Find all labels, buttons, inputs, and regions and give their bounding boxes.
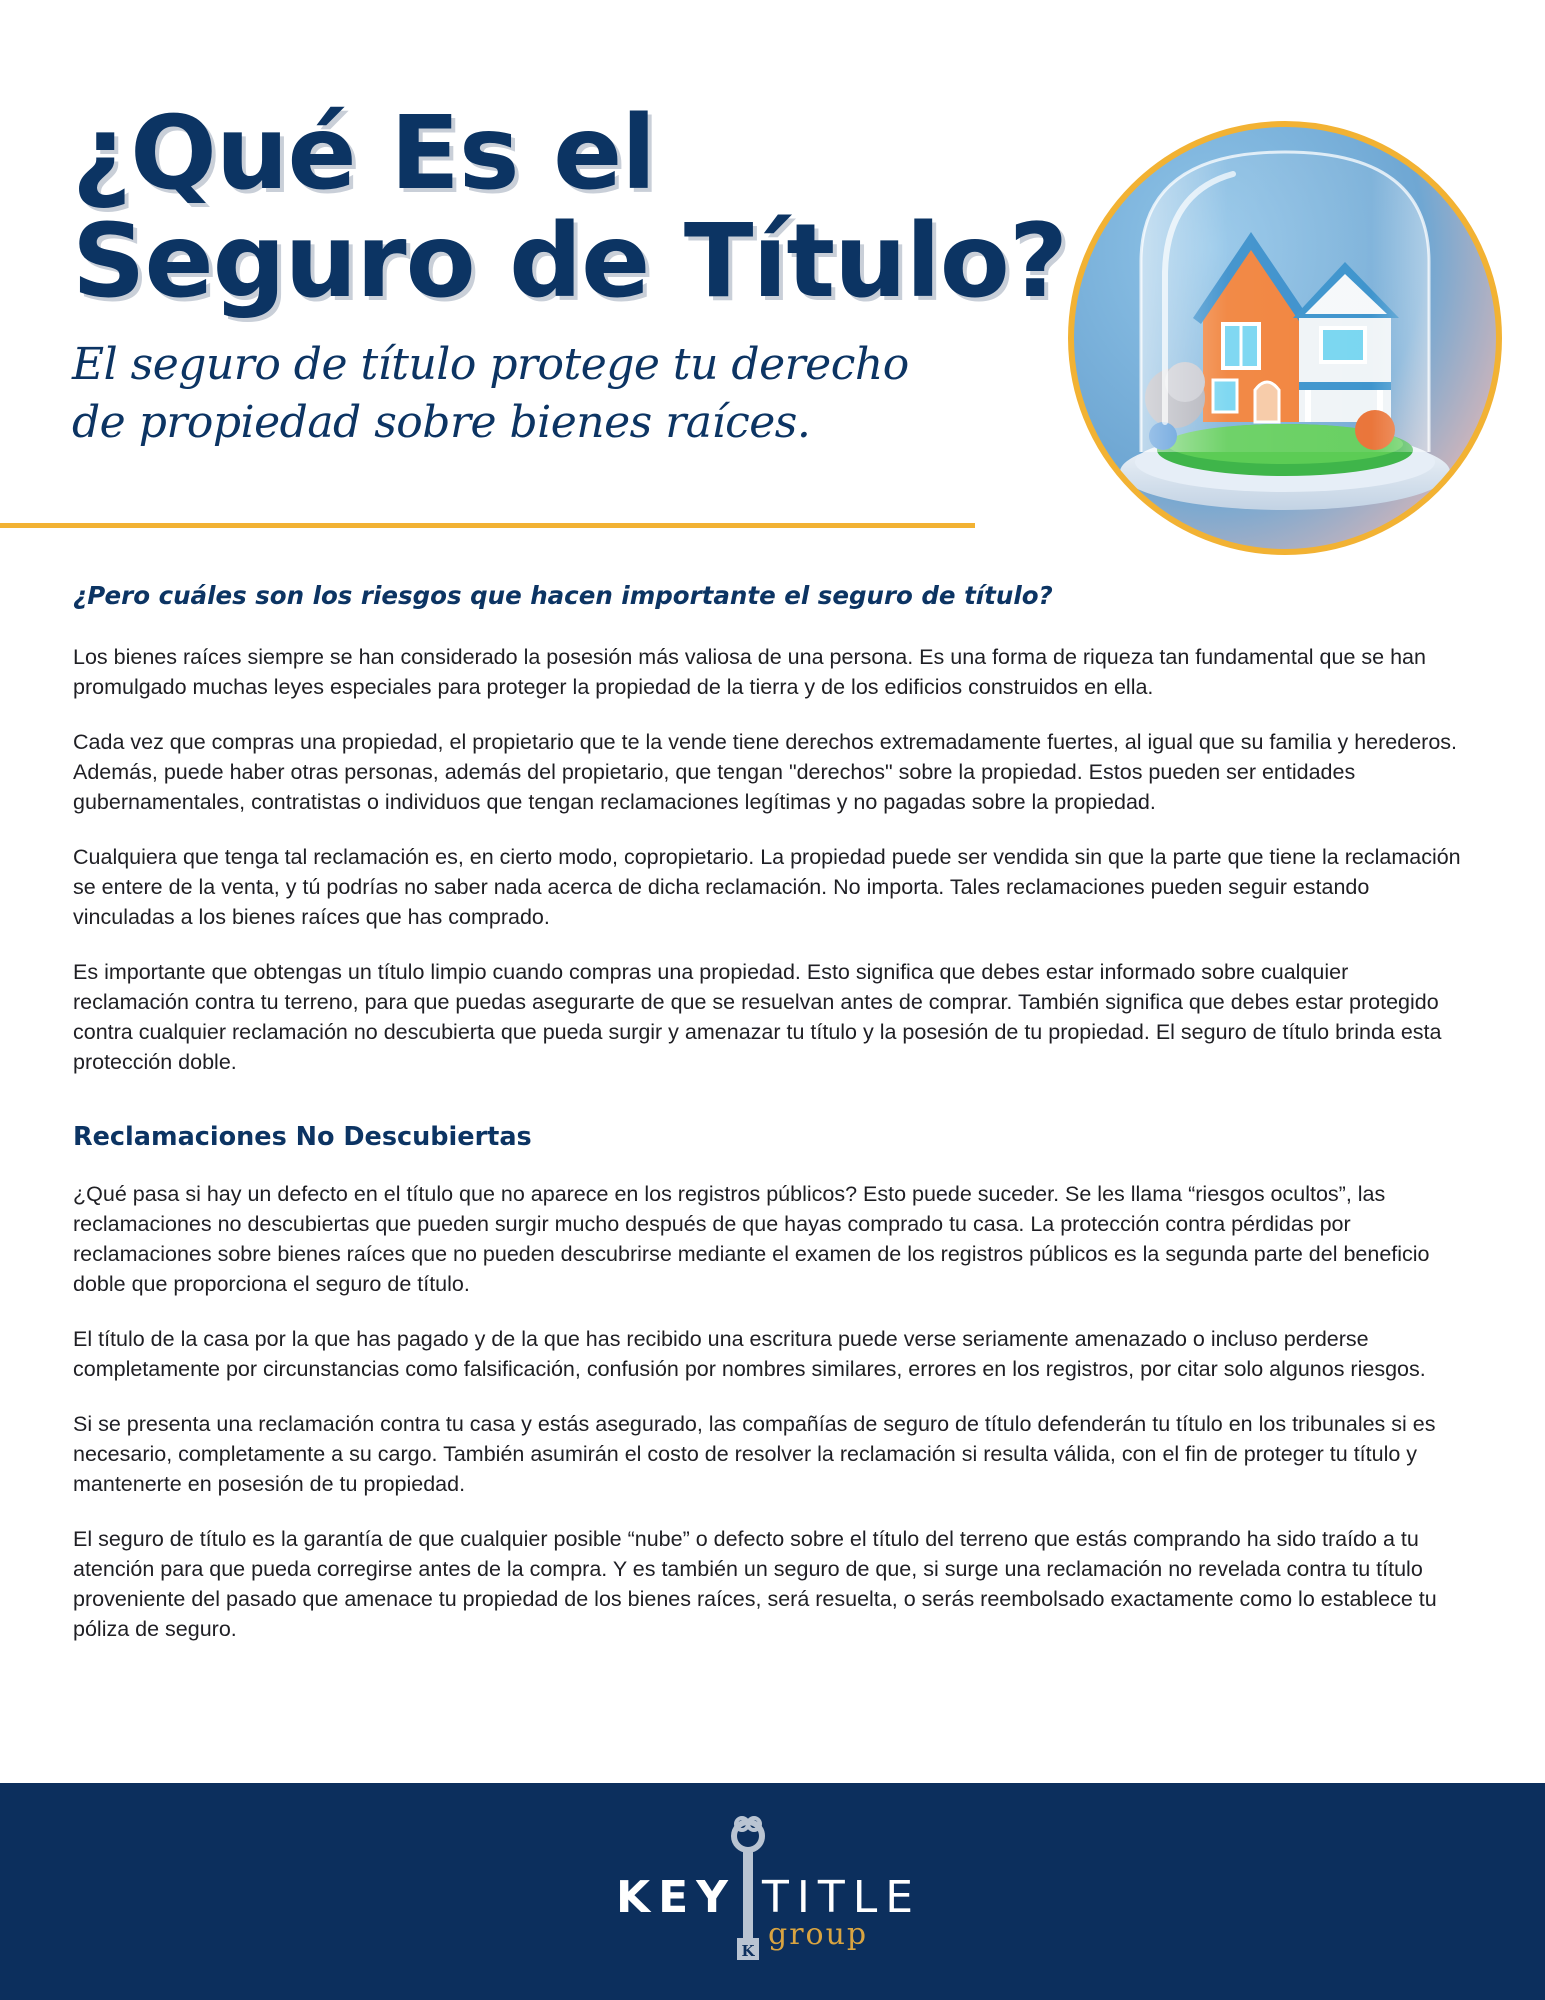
paragraph: Cada vez que compras una propiedad, el propietario que te la vende tiene derechos extremadamente fuertes, al igual que su familia y herederos. Además, puede haber otras personas, además del propietario, que tengan "derechos" sobre la propiedad. Estos pueden ser entidades gubernamentales, contratistas o individuos que tengan reclamaciones legítimas y no pagadas sobre la propiedad. [73,730,1458,814]
title-line-2: Seguro de Título? [72,202,1067,321]
paragraph: Los bienes raíces siempre se han considerado la posesión más valiosa de una persona. Es una forma de riqueza tan fundamental que se han promulgado muchas leyes especiales para proteger la propiedad de la tierra y de los edificios construidos en ella. [73,645,1426,699]
logo-word-group: group [768,1917,869,1952]
undiscovered-claims-heading: Reclamaciones No Descubiertas [73,1122,532,1152]
header-divider [0,523,975,528]
key-icon [734,1818,762,1960]
article-body [73,578,1468,1669]
key-title-group-logo [615,1810,922,1970]
page-subtitle [72,336,972,452]
house-in-glass-dome-illustration [1053,92,1507,612]
paragraph: El título de la casa por la que has pagado y de la que has recibido una escritura puede verse seriamente amenazado o incluso perderse completamente por circunstancias como falsificación, confusión por nombres similares, errores en los registros, por citar solo algunos riesgos. [73,1327,1426,1381]
page-title [72,94,1067,321]
title-line-1: ¿Qué Es el [72,94,656,213]
paragraph: ¿Qué pasa si hay un defecto en el título que no aparece en los registros públicos? Esto puede suceder. Se les llama “riesgos ocultos”, las reclamaciones no descubiertas que pueden surgir mucho después de que hayas comprado tu casa. La protección contra pérdidas por reclamaciones sobre bienes raíces que no pueden descubrirse mediante el examen de los registros públicos es la segunda parte del beneficio doble que proporciona el seguro de título. [73,1182,1430,1296]
risks-heading: ¿Pero cuáles son los riesgos que hacen importante el seguro de título? [73,581,1053,610]
subtitle-line-2: de propiedad sobre bienes raíces. [72,397,811,448]
logo-word-title: TITLE [762,1872,922,1923]
logo-badge: K [741,1942,755,1960]
logo-word-key: KEY [615,1872,736,1923]
paragraph: El seguro de título es la garantía de que cualquier posible “nube” o defecto sobre el título del terreno que estás comprando ha sido traído a tu atención para que pueda corregirse antes de la compra. Y es también un seguro de que, si surge una reclamación no revelada contra tu título proveniente del pasado que amenace tu propiedad de los bienes raíces, será resuelta, o serás reembolsado exactamente como lo establece tu póliza de seguro. [73,1527,1437,1641]
paragraph: Cualquiera que tenga tal reclamación es, en cierto modo, copropietario. La propiedad puede ser vendida sin que la parte que tiene la reclamación se entere de la venta, y tú podrías no saber nada acerca de dicha reclamación. No importa. Tales reclamaciones pueden seguir estando vinculadas a los bienes raíces que has comprado. [73,845,1461,929]
subtitle-line-1: El seguro de título protege tu derecho [72,339,909,390]
paragraph: Si se presenta una reclamación contra tu casa y estás asegurado, las compañías de seguro de título defenderán tu título en los tribunales si es necesario, completamente a su cargo. También asumirán el costo de resolver la reclamación si resulta válida, con el fin de proteger tu título y mantenerte en posesión de tu propiedad. [73,1412,1436,1496]
paragraph: Es importante que obtengas un título limpio cuando compras una propiedad. Esto significa que debes estar informado sobre cualquier reclamación contra tu terreno, para que puedas asegurarte de que se resuelvan antes de comprar. También significa que debes estar protegido contra cualquier reclamación no descubierta que pueda surgir y amenazar tu título y la posesión de tu propiedad. El seguro de título brinda esta protección doble. [73,960,1442,1074]
